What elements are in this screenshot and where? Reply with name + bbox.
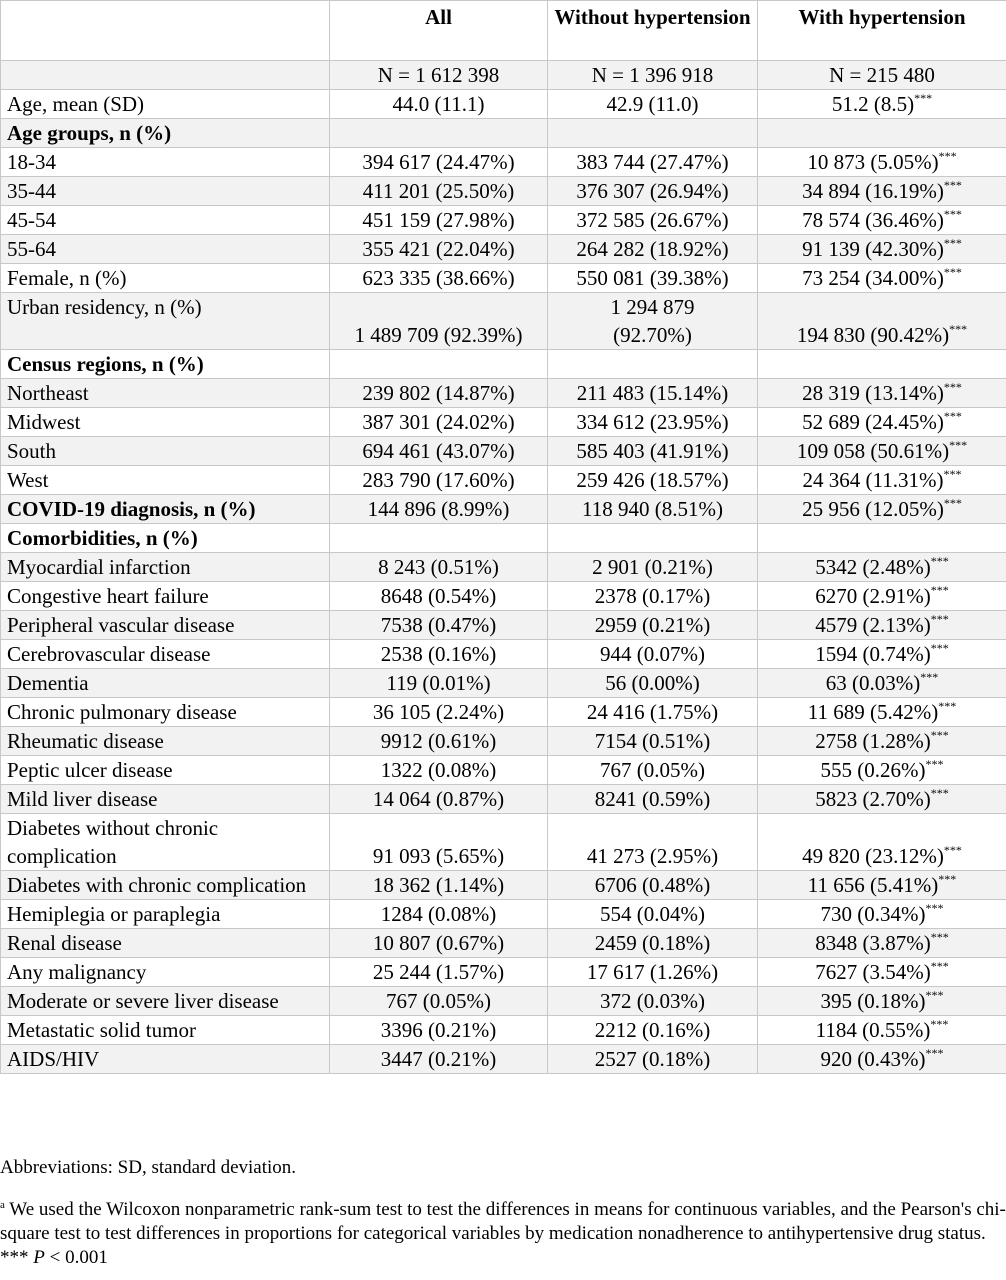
cell-with: 11 689 (5.42%)*** <box>758 698 1006 727</box>
table-row <box>1 206 1006 235</box>
cell-without: 334 612 (23.95%) <box>548 408 758 437</box>
cell-without: 211 483 (15.14%) <box>548 379 758 408</box>
cell-with: 730 (0.34%)*** <box>758 900 1006 929</box>
row-label: Cerebrovascular disease <box>1 640 330 669</box>
cell-with: 6270 (2.91%)*** <box>758 582 1006 611</box>
table-row <box>1 437 1006 466</box>
row-label: West <box>1 466 330 495</box>
cell-with: 91 139 (42.30%)*** <box>758 235 1006 264</box>
significance-mark: *** <box>943 265 962 279</box>
cell-all: 9912 (0.61%) <box>330 727 548 756</box>
cell-without: 554 (0.04%) <box>548 900 758 929</box>
cell-all: 767 (0.05%) <box>330 987 548 1016</box>
cell-all: 355 421 (22.04%) <box>330 235 548 264</box>
cell-with: 7627 (3.54%)*** <box>758 958 1006 987</box>
abbreviations-note: Abbreviations: SD, standard deviation. <box>0 1157 297 1178</box>
cell-all: 1 489 709 (92.39%) <box>330 293 548 350</box>
row-label: Renal disease <box>1 929 330 958</box>
row-label: Myocardial infarction <box>1 553 330 582</box>
header-with: With hypertension <box>758 1 1006 61</box>
table-row <box>1 814 1006 871</box>
table-row <box>1 1016 1006 1045</box>
cell-without: 17 617 (1.26%) <box>548 958 758 987</box>
row-label: Diabetes without chronic complication <box>1 814 330 871</box>
cell-without: 550 081 (39.38%) <box>548 264 758 293</box>
cell-with: 8348 (3.87%)*** <box>758 929 1006 958</box>
table-row <box>1 611 1006 640</box>
table-row <box>1 929 1006 958</box>
significance-mark: *** <box>943 843 962 857</box>
row-label: Peripheral vascular disease <box>1 611 330 640</box>
significance-mark: *** <box>930 583 949 597</box>
cell-all: 2538 (0.16%) <box>330 640 548 669</box>
table-row <box>1 408 1006 437</box>
cell-without: 372 (0.03%) <box>548 987 758 1016</box>
row-label: 45-54 <box>1 206 330 235</box>
table-row <box>1 698 1006 727</box>
cell-all: 36 105 (2.24%) <box>330 698 548 727</box>
section-label: Comorbidities, n (%) <box>1 524 330 553</box>
cell-with: 4579 (2.13%)*** <box>758 611 1006 640</box>
cell-with: 10 873 (5.05%)*** <box>758 148 1006 177</box>
cell-with: 920 (0.43%)*** <box>758 1045 1006 1074</box>
cell-without: 2527 (0.18%) <box>548 1045 758 1074</box>
row-label: Peptic ulcer disease <box>1 756 330 785</box>
row-label: Age, mean (SD) <box>1 90 330 119</box>
cell-with: 28 319 (13.14%)*** <box>758 379 1006 408</box>
table-row <box>1 264 1006 293</box>
cell-with: 49 820 (23.12%)*** <box>758 814 1006 871</box>
cell-all: 1284 (0.08%) <box>330 900 548 929</box>
cell-with: 2758 (1.28%)*** <box>758 727 1006 756</box>
cell-all: 387 301 (24.02%) <box>330 408 548 437</box>
cell-without: 383 744 (27.47%) <box>548 148 758 177</box>
section-label: Age groups, n (%) <box>1 119 330 148</box>
row-label: Mild liver disease <box>1 785 330 814</box>
row-label: AIDS/HIV <box>1 1045 330 1074</box>
cell-with: 5823 (2.70%)*** <box>758 785 1006 814</box>
significance-mark: *** <box>930 1017 949 1031</box>
row-label: Diabetes with chronic complication <box>1 871 330 900</box>
table-row <box>1 871 1006 900</box>
table-row <box>1 293 1006 350</box>
header-row <box>1 1 1006 61</box>
row-label: 35-44 <box>1 177 330 206</box>
cell-without: 259 426 (18.57%) <box>548 466 758 495</box>
significance-mark: *** <box>949 438 968 452</box>
cell-without: 7154 (0.51%) <box>548 727 758 756</box>
n-row <box>1 61 1006 90</box>
cell-all: 119 (0.01%) <box>330 669 548 698</box>
table-row <box>1 495 1006 524</box>
cell-without: 2959 (0.21%) <box>548 611 758 640</box>
cell-with: 24 364 (11.31%)*** <box>758 466 1006 495</box>
cell-without: 585 403 (41.91%) <box>548 437 758 466</box>
row-label: Any malignancy <box>1 958 330 987</box>
section-row <box>1 524 1006 553</box>
cell-all: 451 159 (27.98%) <box>330 206 548 235</box>
table-row <box>1 987 1006 1016</box>
table-row <box>1 553 1006 582</box>
cell-with: 194 830 (90.42%)*** <box>758 293 1006 350</box>
header-without: Without hypertension <box>548 1 758 61</box>
cell-all: 8648 (0.54%) <box>330 582 548 611</box>
significance-mark: *** <box>938 149 957 163</box>
significance-mark: *** <box>925 901 944 915</box>
p-symbol: P <box>33 1247 45 1268</box>
row-label: 18-34 <box>1 148 330 177</box>
cell-with: 555 (0.26%)*** <box>758 756 1006 785</box>
table-notes <box>0 1156 1006 1270</box>
row-label: Metastatic solid tumor <box>1 1016 330 1045</box>
section-row <box>1 119 1006 148</box>
table-row <box>1 177 1006 206</box>
cell-with: 1594 (0.74%)*** <box>758 640 1006 669</box>
significance-mark: *** <box>943 207 962 221</box>
cell-all: 239 802 (14.87%) <box>330 379 548 408</box>
table-row <box>1 900 1006 929</box>
cell-with: 11 656 (5.41%)*** <box>758 871 1006 900</box>
header-all: All <box>330 1 548 61</box>
footnote <box>0 1198 1006 1270</box>
significance-mark: *** <box>930 728 949 742</box>
table-row <box>1 466 1006 495</box>
cell-with: 63 (0.03%)*** <box>758 669 1006 698</box>
row-label: Moderate or severe liver disease <box>1 987 330 1016</box>
significance-mark: *** <box>914 91 933 105</box>
table-row <box>1 785 1006 814</box>
row-label: Midwest <box>1 408 330 437</box>
cell-without: 944 (0.07%) <box>548 640 758 669</box>
significance-mark: *** <box>943 467 962 481</box>
cell-without: 2 901 (0.21%) <box>548 553 758 582</box>
section-label: Census regions, n (%) <box>1 350 330 379</box>
header-blank <box>1 1 330 61</box>
significance-mark: *** <box>943 236 962 250</box>
cell-all: 10 807 (0.67%) <box>330 929 548 958</box>
table-row <box>1 379 1006 408</box>
cell-all: 283 790 (17.60%) <box>330 466 548 495</box>
cell-without: 118 940 (8.51%) <box>548 495 758 524</box>
cell-without: 6706 (0.48%) <box>548 871 758 900</box>
n-with: N = 215 480 <box>758 61 1006 90</box>
table-row <box>1 669 1006 698</box>
cell-all: 3447 (0.21%) <box>330 1045 548 1074</box>
cell-without: 372 585 (26.67%) <box>548 206 758 235</box>
row-label: Dementia <box>1 669 330 698</box>
cell-without: 8241 (0.59%) <box>548 785 758 814</box>
table-row <box>1 1045 1006 1074</box>
cell-all: 91 093 (5.65%) <box>330 814 548 871</box>
significance-mark: *** <box>930 641 949 655</box>
cell-all: 44.0 (11.1) <box>330 90 548 119</box>
cell-all: 7538 (0.47%) <box>330 611 548 640</box>
significance-mark: *** <box>930 930 949 944</box>
row-label: Rheumatic disease <box>1 727 330 756</box>
significance-mark: *** <box>943 409 962 423</box>
table-row <box>1 756 1006 785</box>
significance-mark: *** <box>938 872 957 886</box>
cell-with: 34 894 (16.19%)*** <box>758 177 1006 206</box>
significance-mark: *** <box>920 670 939 684</box>
table-row <box>1 727 1006 756</box>
cell-all: 3396 (0.21%) <box>330 1016 548 1045</box>
footnote-text: We used the Wilcoxon nonparametric rank-sum test to test the differences in means for continuous variables, and the Pearson's chi-square test to test differences in proportions for categorical variables by medication nonadherence to antihypertensive drug status. *** <box>0 1199 1006 1268</box>
cell-with: 25 956 (12.05%)*** <box>758 495 1006 524</box>
cell-with: 51.2 (8.5)*** <box>758 90 1006 119</box>
row-label: COVID-19 diagnosis, n (%) <box>1 495 330 524</box>
cell-without: 264 282 (18.92%) <box>548 235 758 264</box>
significance-mark: *** <box>925 757 944 771</box>
cell-without: 2459 (0.18%) <box>548 929 758 958</box>
cell-all: 18 362 (1.14%) <box>330 871 548 900</box>
row-label: Female, n (%) <box>1 264 330 293</box>
cell-with: 395 (0.18%)*** <box>758 987 1006 1016</box>
cell-without: 41 273 (2.95%) <box>548 814 758 871</box>
cell-with: 73 254 (34.00%)*** <box>758 264 1006 293</box>
row-label: South <box>1 437 330 466</box>
row-label: 55-64 <box>1 235 330 264</box>
cell-with: 1184 (0.55%)*** <box>758 1016 1006 1045</box>
table-row <box>1 90 1006 119</box>
cell-all: 14 064 (0.87%) <box>330 785 548 814</box>
cell-all: 623 335 (38.66%) <box>330 264 548 293</box>
table-row <box>1 640 1006 669</box>
cell-all: 411 201 (25.50%) <box>330 177 548 206</box>
significance-mark: *** <box>925 988 944 1002</box>
significance-mark: *** <box>949 322 968 336</box>
cell-without: 42.9 (11.0) <box>548 90 758 119</box>
row-label: Northeast <box>1 379 330 408</box>
cell-all: 1322 (0.08%) <box>330 756 548 785</box>
row-label: Chronic pulmonary disease <box>1 698 330 727</box>
n-blank <box>1 61 330 90</box>
p-value: < 0.001 <box>44 1247 108 1268</box>
cell-with: 78 574 (36.46%)*** <box>758 206 1006 235</box>
cell-without: 2378 (0.17%) <box>548 582 758 611</box>
cell-with: 52 689 (24.45%)*** <box>758 408 1006 437</box>
significance-mark: *** <box>943 496 962 510</box>
significance-mark: *** <box>930 959 949 973</box>
table-row <box>1 582 1006 611</box>
n-without: N = 1 396 918 <box>548 61 758 90</box>
cell-without: 56 (0.00%) <box>548 669 758 698</box>
cell-without: 1 294 879 (92.70%) <box>548 293 758 350</box>
table-row <box>1 148 1006 177</box>
row-label: Urban residency, n (%) <box>1 293 330 350</box>
significance-mark: *** <box>930 786 949 800</box>
table-row <box>1 958 1006 987</box>
row-label: Congestive heart failure <box>1 582 330 611</box>
significance-mark: *** <box>943 178 962 192</box>
significance-mark: *** <box>925 1046 944 1060</box>
cell-with: 109 058 (50.61%)*** <box>758 437 1006 466</box>
significance-mark: *** <box>930 554 949 568</box>
cell-all: 394 617 (24.47%) <box>330 148 548 177</box>
cell-without: 24 416 (1.75%) <box>548 698 758 727</box>
significance-mark: *** <box>943 380 962 394</box>
cell-all: 144 896 (8.99%) <box>330 495 548 524</box>
cell-without: 2212 (0.16%) <box>548 1016 758 1045</box>
cell-all: 694 461 (43.07%) <box>330 437 548 466</box>
cell-without: 376 307 (26.94%) <box>548 177 758 206</box>
footnote-marker: a <box>0 1199 5 1211</box>
row-label: Hemiplegia or paraplegia <box>1 900 330 929</box>
table-row <box>1 235 1006 264</box>
n-all: N = 1 612 398 <box>330 61 548 90</box>
cell-all: 8 243 (0.51%) <box>330 553 548 582</box>
cell-all: 25 244 (1.57%) <box>330 958 548 987</box>
significance-mark: *** <box>938 699 957 713</box>
cell-with: 5342 (2.48%)*** <box>758 553 1006 582</box>
cell-without: 767 (0.05%) <box>548 756 758 785</box>
significance-mark: *** <box>930 612 949 626</box>
section-row <box>1 350 1006 379</box>
